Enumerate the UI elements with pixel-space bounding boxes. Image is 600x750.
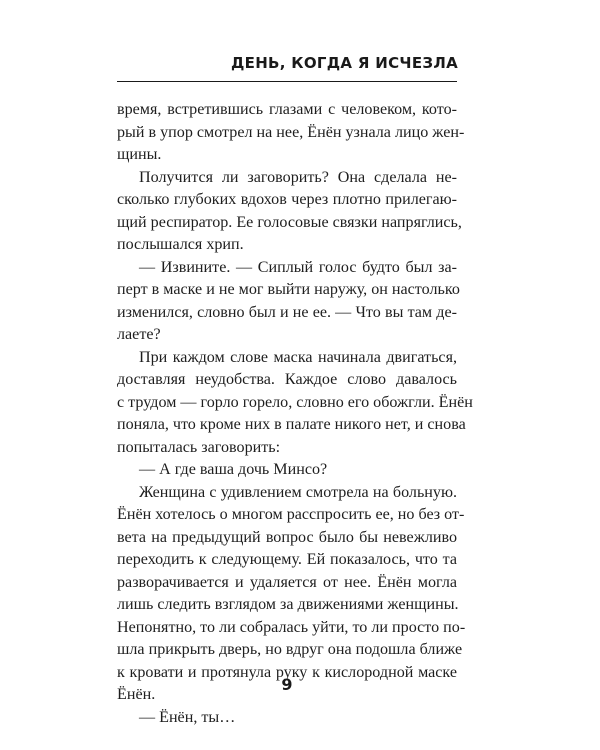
text-line: щины.: [117, 146, 162, 163]
text-line: к кровати и протянула руку к кислородной маске: [117, 663, 457, 681]
text-line: — Извините. — Сиплый голос будто был за-: [139, 258, 457, 276]
text-line: При каждом слове маска начинала двигаться,: [139, 348, 457, 366]
text-line: сколько глубоких вдохов через плотно прилегаю-: [117, 191, 457, 208]
text-line: — Ёнён, ты…: [139, 708, 236, 726]
text-line: попыталась заговорить:: [117, 438, 281, 456]
running-head: ДЕНЬ, КОГДА Я ИСЧЕЗЛА: [230, 54, 458, 72]
text-line: — А где ваша дочь Минсо?: [139, 461, 328, 478]
text-line: Ёнён.: [117, 686, 156, 703]
text-line: переходить к следующему. Ей показалось, что та: [117, 551, 457, 568]
text-line: время, встретившись глазами с человеком, кото-: [117, 101, 457, 118]
text-line: рый в упор смотрел на нее, Ёнён узнала лицо жен-: [117, 123, 465, 141]
text-line: лаете?: [117, 326, 161, 343]
text-line: перт в маске и не мог выйти наружу, он настолько: [117, 281, 460, 298]
text-line: Женщина с удивлением смотрела на больную.: [139, 483, 457, 501]
text-line: шла прикрыть дверь, но вдруг она подошла ближе: [117, 641, 463, 658]
text-line: доставляя неудобства. Каждое слово давалось: [117, 371, 457, 388]
page-number: 9: [281, 675, 293, 694]
text-line: лишь следить взглядом за движениями женщины.: [117, 596, 459, 613]
text-line: изменился, словно был и не ее. — Что вы там де-: [117, 303, 457, 321]
header-rule: [117, 81, 457, 82]
text-line: поняла, что кроме них в палате никого нет, и снова: [117, 416, 466, 433]
text-line: вета на предыдущий вопрос было бы невежливо: [117, 528, 457, 546]
text-line: Ёнён хотелось о многом расспросить ее, но без от-: [117, 506, 465, 523]
body-text: [117, 99, 473, 729]
text-line: разворачивается и удаляется от нее. Ёнён могла: [117, 573, 457, 591]
text-line: щий респиратор. Ее голосовые связки напряглись,: [117, 213, 462, 231]
text-line: послышался хрип.: [117, 236, 244, 253]
text-line: с трудом — горло горело, словно его обожгли. Ёнён: [117, 393, 473, 411]
text-line: Получится ли заговорить? Она сделала не-: [139, 168, 457, 186]
text-line: Непонятно, то ли собралась уйти, то ли просто по-: [117, 618, 466, 636]
